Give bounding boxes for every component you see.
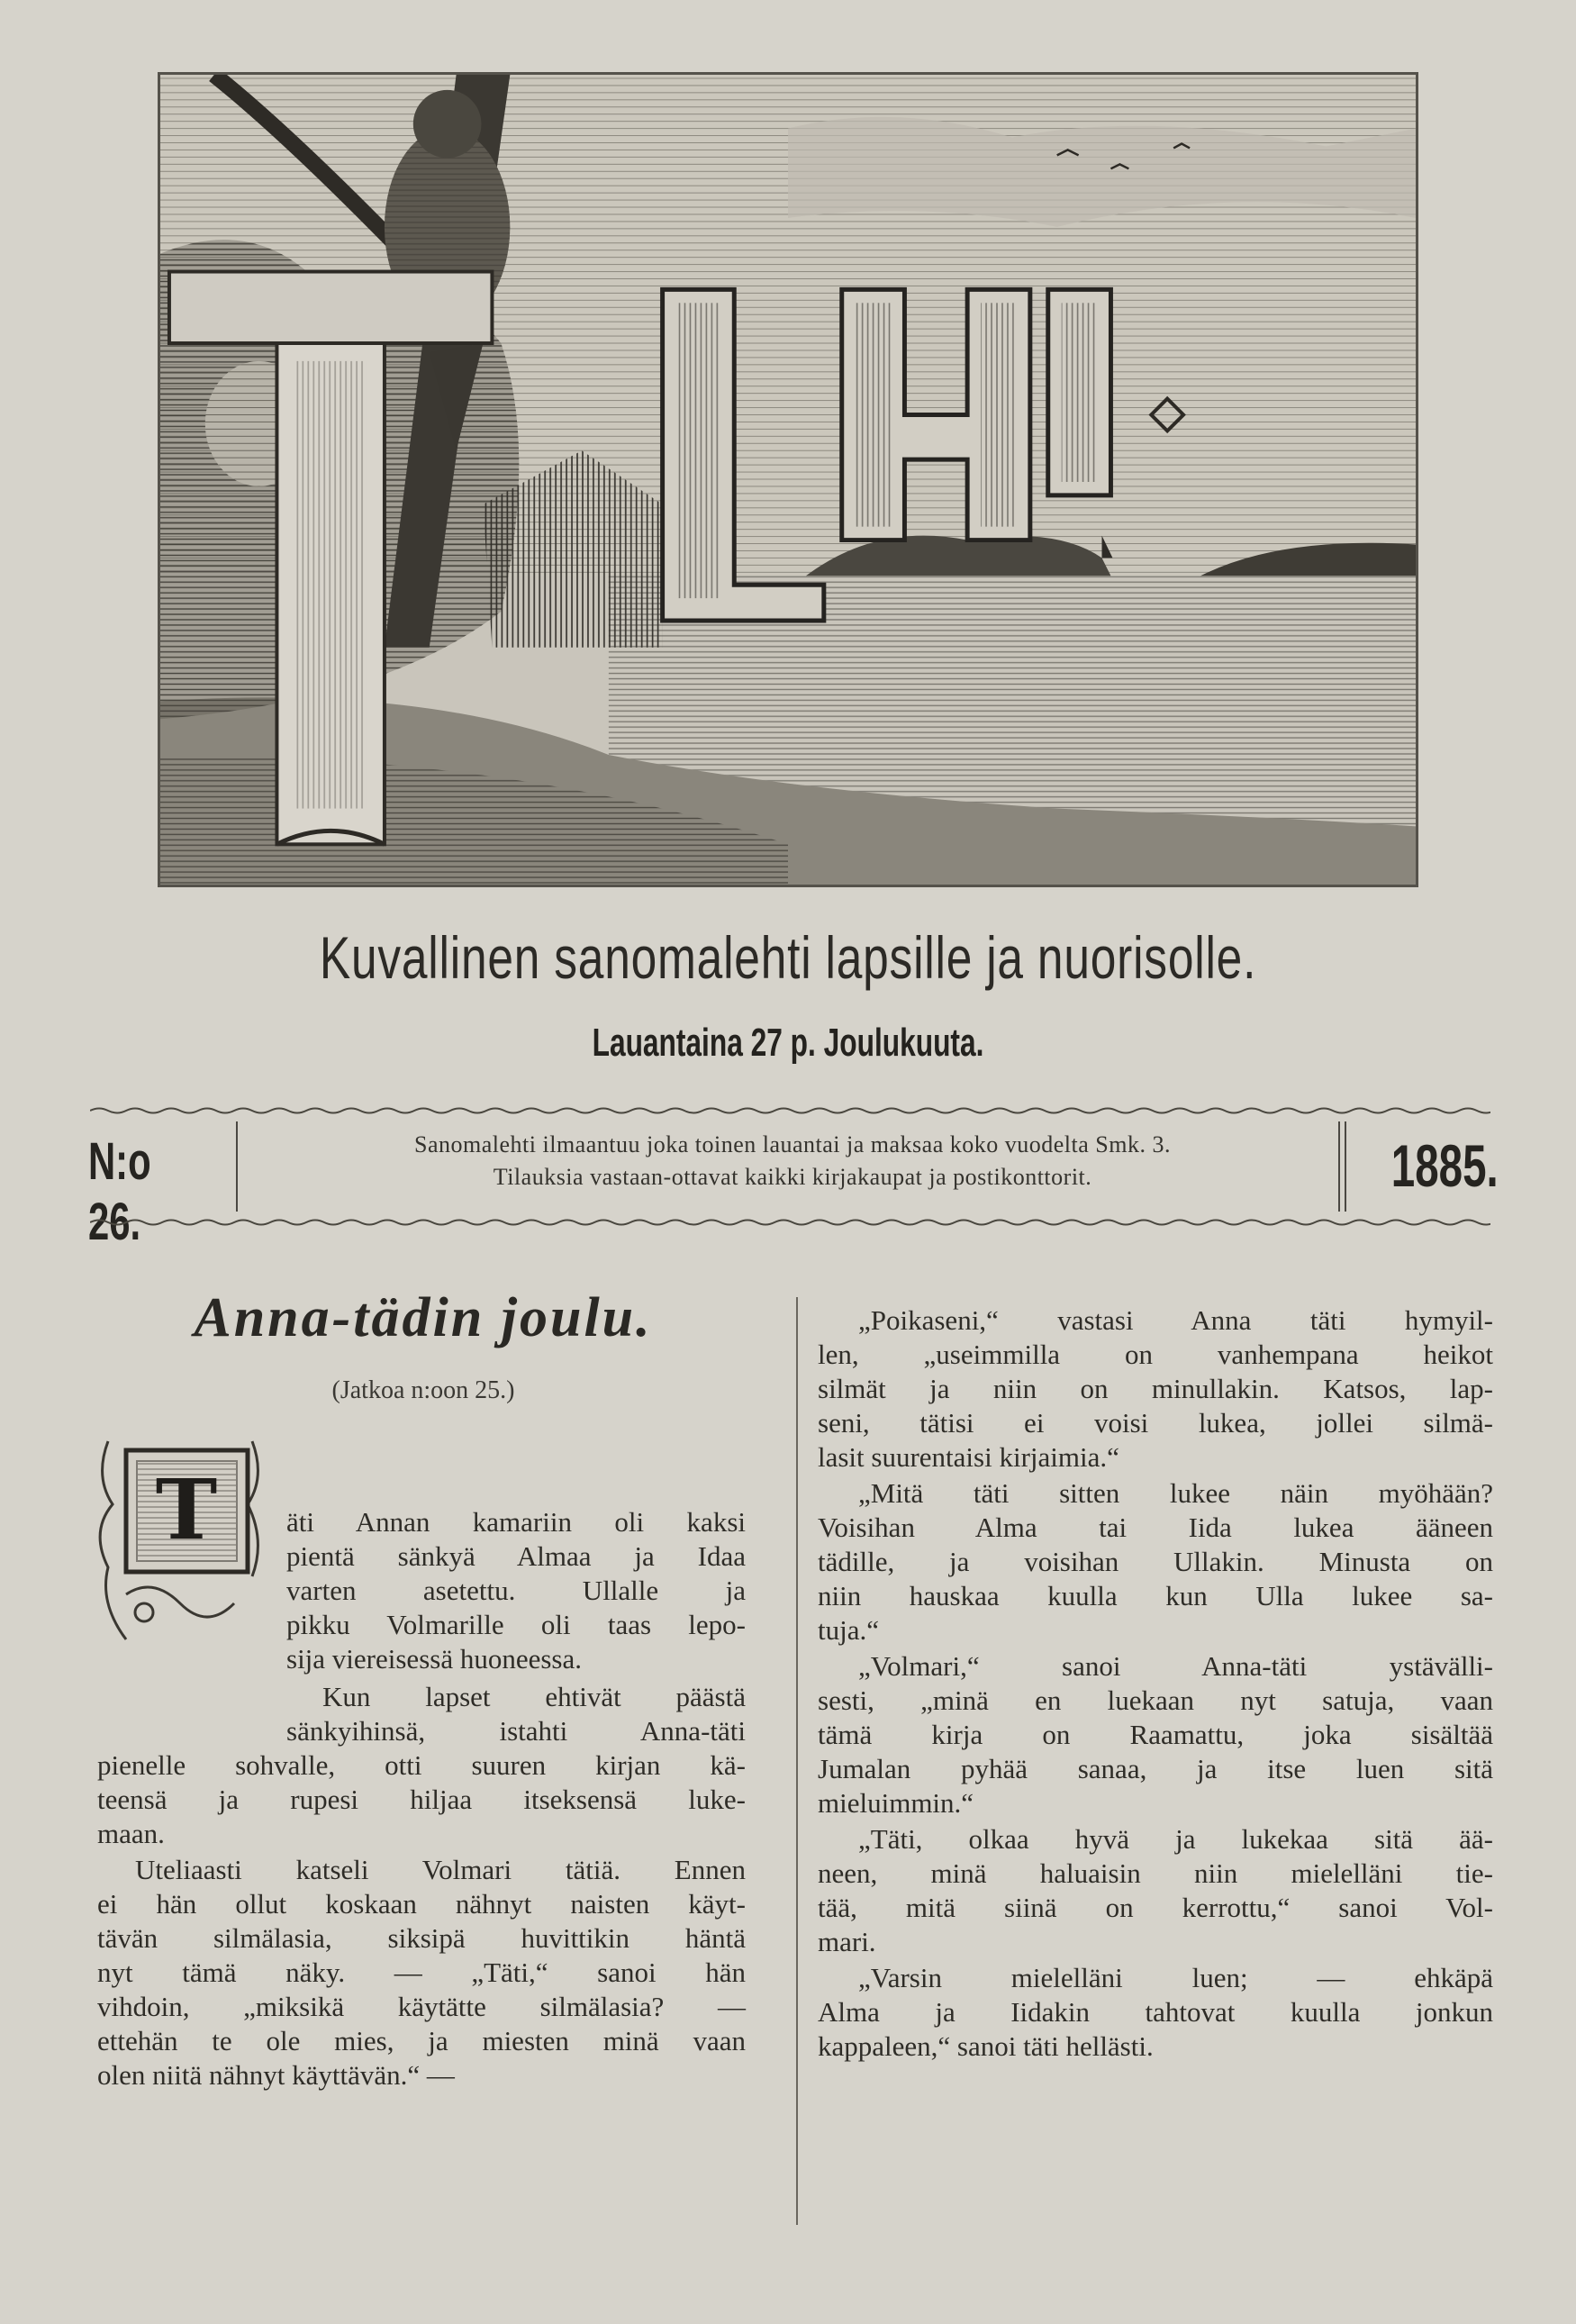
subscription-notice: [243, 1129, 1342, 1194]
info-divider-left: [236, 1121, 238, 1212]
issue-date: Lauantaina 27 p. Joulukuuta.: [592, 1021, 984, 1065]
left-line-16: ettehän te ole mies, ja miesten minä vaan: [97, 2025, 746, 2056]
right-line-11: „Volmari,“ sanoi Anna-täti ystävälli-: [858, 1650, 1493, 1682]
left-line-1: äti Annan kamariin oli kaksi: [286, 1506, 746, 1538]
right-line-7: Voisihan Alma tai Iida lukea ääneen: [818, 1512, 1493, 1543]
left-line-15: vihdoin, „miksikä käytätte silmälasia? —: [97, 1991, 746, 2022]
right-line-1: „Poikaseni,“ vastasi Anna täti hymyil-: [858, 1304, 1493, 1336]
left-line-4: pikku Volmarille oli taas lepo-: [286, 1609, 746, 1640]
right-line-6: „Mitä täti sitten lukee näin myöhään?: [858, 1477, 1493, 1509]
left-line-3: varten asetettu. Ullalle ja: [286, 1575, 746, 1606]
left-line-9: teensä ja rupesi hiljaa itseksensä luke-: [97, 1784, 746, 1815]
right-line-2: len, „useimmilla on vanhempana heikot: [818, 1339, 1493, 1370]
left-line-11: Uteliaasti katseli Volmari tätiä. Ennen: [135, 1854, 746, 1885]
left-line-6: Kun lapset ehtivät päästä: [322, 1681, 746, 1712]
left-line-5: sija viereisessä huoneessa.: [286, 1643, 582, 1675]
right-line-18: tää, mitä siinä on kerrottu,“ sanoi Vol-: [818, 1892, 1493, 1923]
issue-year: 1885.: [1390, 1132, 1499, 1199]
right-line-13: tämä kirja on Raamattu, joka sisältää: [818, 1719, 1493, 1750]
right-line-8: tädille, ja voisihan Ullakin. Minusta on: [818, 1546, 1493, 1577]
left-line-17: olen niitä nähnyt käyttävän.“ —: [97, 2059, 455, 2091]
right-line-3: silmät ja niin on minullakin. Katsos, lap-: [818, 1373, 1493, 1404]
masthead-engraving: [158, 72, 1418, 887]
left-line-14: nyt tämä näky. — „Täti,“ sanoi hän: [97, 1956, 746, 1988]
left-line-12: ei hän ollut koskaan nähnyt naisten käyt-: [97, 1888, 746, 1920]
column-divider: [796, 1297, 798, 2225]
info-divider-right-double: [1345, 1121, 1346, 1212]
right-line-17: neen, minä haluaisin niin mielelläni tie-: [818, 1857, 1493, 1889]
top-wavy-rule: [90, 1106, 1490, 1115]
right-line-4: seni, tätisi ei voisi lukea, jollei silmä-: [818, 1407, 1493, 1439]
right-line-14: Jumalan pyhää sanaa, ja itse luen sitä: [818, 1753, 1493, 1784]
masthead-subtitle: Kuvallinen sanomalehti lapsille ja nuorisolle.: [319, 924, 1257, 991]
left-line-7: sänkyihinsä, istahti Anna-täti: [286, 1715, 746, 1747]
right-line-22: kappaleen,“ sanoi täti hellästi.: [818, 2030, 1154, 2062]
right-line-19: mari.: [818, 1926, 876, 1957]
article-continuation-note: (Jatkoa n:oon 25.): [331, 1376, 515, 1404]
right-line-10: tuja.“: [818, 1614, 879, 1646]
left-line-13: tävän silmälasia, siksipä huvittikin häntä: [97, 1922, 746, 1954]
right-line-12: sesti, „minä en luekaan nyt satuja, vaan: [818, 1684, 1493, 1716]
left-line-2: pientä sänkyä Almaa ja Idaa: [286, 1540, 746, 1572]
svg-text:T: T: [155, 1461, 218, 1558]
left-line-8: pienelle sohvalle, otti suuren kirjan kä-: [97, 1749, 746, 1781]
decorative-drop-cap: [90, 1423, 270, 1657]
right-line-20: „Varsin mielelläni luen; — ehkäpä: [858, 1962, 1493, 1993]
bottom-wavy-rule: [90, 1218, 1490, 1227]
right-line-15: mieluimmin.“: [818, 1787, 974, 1819]
article-title: Anna-tädin joulu.: [194, 1287, 653, 1348]
notice-line-1: Sanomalehti ilmaantuu joka toinen lauantai ja maksaa koko vuodelta Smk. 3.: [414, 1131, 1171, 1157]
issue-number: N:o 26.: [88, 1132, 151, 1251]
info-divider-right: [1338, 1121, 1340, 1212]
right-line-5: lasit suurentaisi kirjaimia.“: [818, 1441, 1119, 1473]
right-line-21: Alma ja Iidakin tahtovat kuulla jonkun: [818, 1996, 1493, 2028]
right-line-16: „Täti, olkaa hyvä ja lukekaa sitä ää-: [858, 1823, 1493, 1855]
left-line-10: maan.: [97, 1818, 165, 1849]
notice-line-2: Tilauksia vastaan-ottavat kaikki kirjakaupat ja postikonttorit.: [493, 1164, 1092, 1190]
right-line-9: niin hauskaa kuulla kun Ulla lukee sa-: [818, 1580, 1493, 1611]
